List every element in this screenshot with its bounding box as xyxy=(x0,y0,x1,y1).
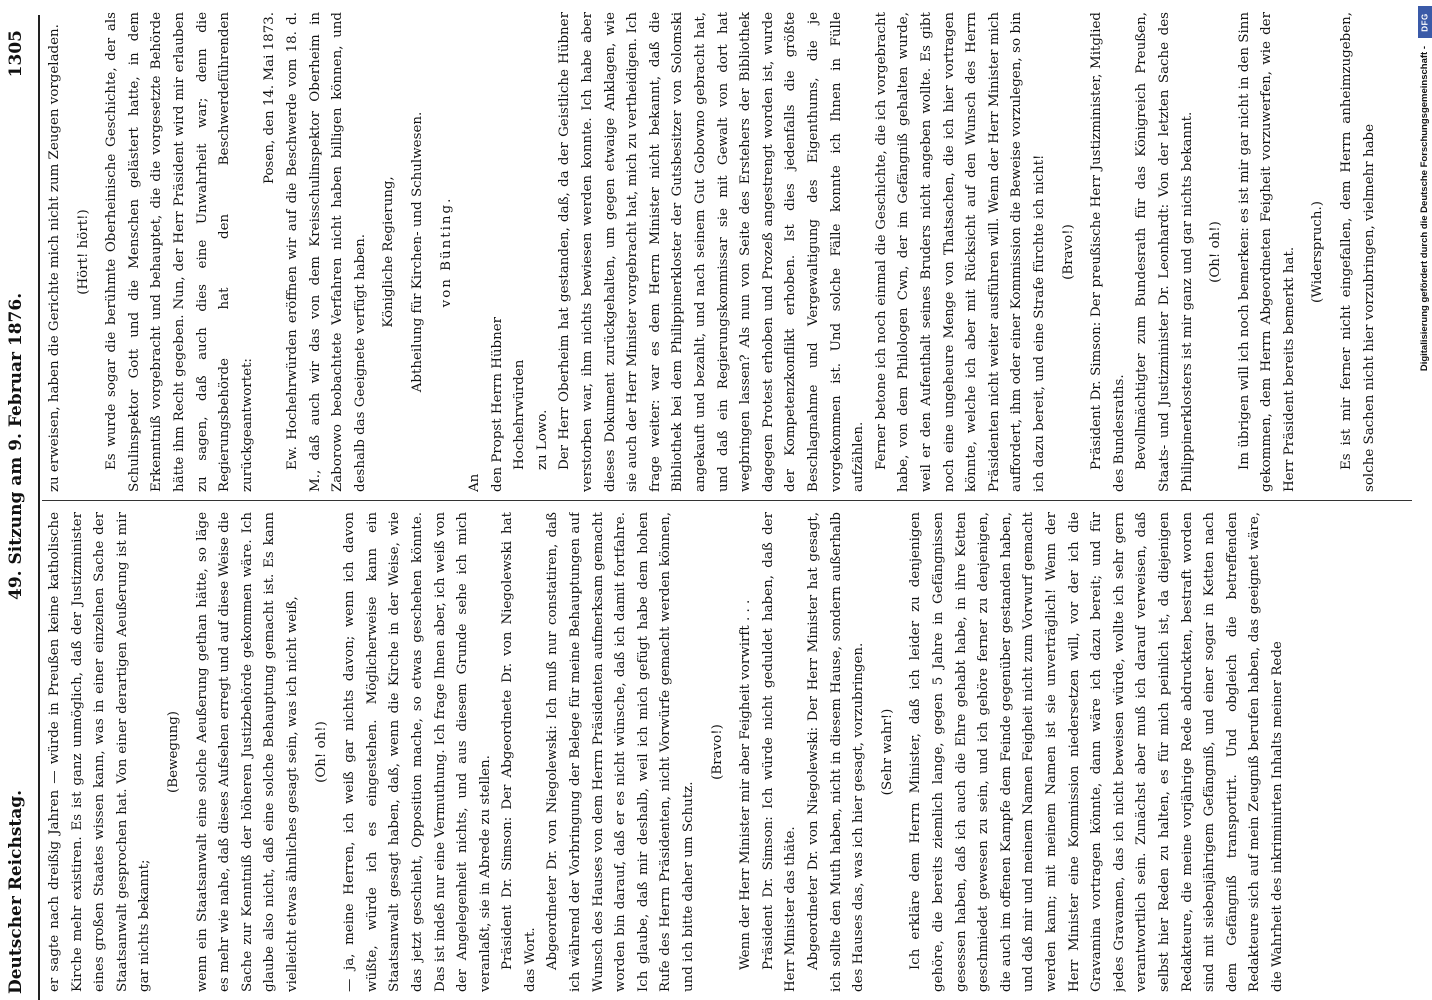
remark: (Bravo!) xyxy=(709,724,725,780)
dfg-logo xyxy=(1418,6,1432,38)
paragraph: er sagte nach dreißig Jahren — würde in Preußen keine katholische Kirche mehr existiren. Es ist ganz unmöglich, daß der Justizminister eines großen Staates wissen kann, was in einer einzelnen Sache der Staatsanwalt gesprochen hat. Von einer derartigen Aeußerung ist mir gar nichts bekannt; xyxy=(47,512,153,992)
paragraph: Es wurde sogar die berühmte Oberheinische Geschichte, der als Schulinspektor Gott und die Menschen gelästert hatte, in dem Erkenntniß vorgebracht und behauptet, die die vorgesetzte Behörde hätte ihm Recht gegeben. Nun, der Herr Präsident wird mir erlauben zu sagen, daß auch dies eine Unwahrheit war; denn die Regierungsbehörde hat den Beschwerdeführenden zurückgeantwortet: xyxy=(104,12,255,492)
letter-signature: Abtheilung für Kirchen- und Schulwesen. xyxy=(409,111,425,393)
letter-signature: von Bünting. xyxy=(438,196,454,308)
letter-address: zu Lowo. xyxy=(534,409,550,470)
session-title: 49. Sitzung am 9. Februar 1876. xyxy=(6,292,26,600)
paragraph: zu erweisen, haben die Gerichte mich nicht zum Zeugen vorgeladen. xyxy=(47,24,62,492)
remark: (Bravo!) xyxy=(1060,224,1076,280)
speaker-paragraph: Präsident Dr. Simson: Ich würde nicht geduldet haben, daß der Herr Minister das thäte. xyxy=(760,512,799,992)
speaker-paragraph: Präsident Dr. Simson: Der Abgeordnete Dr. von Niegolewski hat das Wort. xyxy=(500,512,538,992)
column-divider xyxy=(42,500,1412,501)
remark: (Hört! hört!) xyxy=(75,209,91,295)
digitization-note: Digitalisierung gefördert durch die Deutsche Forschungsgemeinschaft - xyxy=(1419,46,1430,372)
paragraph: Wenn der Herr Minister mir aber Feigheit vorwirft . . . xyxy=(738,599,754,970)
paragraph: Es ist mir ferner nicht eingefallen, dem Herrn anheimzugeben, solche Sachen nicht hier vorzubringen, vielmehr habe xyxy=(1339,12,1377,492)
speaker-paragraph: Abgeordneter Dr. von Niegolewski: Ich muß nur constatiren, daß ich während der Vorbringung der Belege für meine Behauptungen auf Wunsch des Hauses von dem Herrn Präsidenten aufmerksam gemacht worden bin darauf, daß er es nicht wünsche, daß ich damit fortfahre. Ich glaube, daß mir deshalb, weil ich mich gefügt habe dem hohen Rufe des Herrn Präsidenten, nicht Vorwürfe gemacht werden können, und ich bitte daher um Schutz. xyxy=(545,512,697,992)
letter-address: Hochehrwürden xyxy=(512,359,528,470)
header-title: Deutscher Reichstag. xyxy=(6,789,26,994)
remark: (Oh! oh!) xyxy=(313,721,329,783)
speaker-paragraph: Präsident Dr. Simson: Der preußische Herr Justizminister, Mitglied des Bundesraths. xyxy=(1089,12,1127,492)
speaker-paragraph: Bevollmächtigter zum Bundesrath für das Königreich Preußen, Staats- und Justizminister Dr. Leonhardt: Von der letzten Sache des Philippinerklosters ist mir ganz und gar nichts bekannt. xyxy=(1134,12,1195,492)
page-number: 1305 xyxy=(6,30,26,78)
paragraph: Ferner betone ich noch einmal die Geschichte, die ich vorgebracht habe, von dem Philologen Cwn, der im Gefängniß gehalten wurde, weil er den Aufenthalt seines Bruders nicht angeben wollte. Es gibt noch eine ungeheure Menge von Thatsachen, die ich hier vortragen könnte, welche ich aber mit Rücksicht auf den Wunsch des Herrn Präsidenten nicht weiter ausführen will. Wenn der Herr Minister mich auffordert, ihm oder einer Kommission die Beweise vorzulegen, so bin ich dazu bereit, und eine Strafe fürchte ich nicht! xyxy=(873,12,1047,492)
left-column xyxy=(44,512,1424,992)
remark: (Widerspruch.) xyxy=(1310,201,1326,304)
digitization-sidebar xyxy=(1418,0,1432,1000)
letter-address: An xyxy=(467,473,483,492)
dfg-logo-text: DFG xyxy=(1420,12,1430,32)
letter-place-date: Posen, den 14. Mai 1873. xyxy=(262,12,278,184)
letter-address: den Propst Herrn Hübner xyxy=(489,316,505,492)
paragraph: Ich erkläre dem Herrn Minister, daß ich leider zu denjenigen gehöre, die bereits ziemlich lange, gegen 5 Jahre in Gefängnissen gesessen haben, daß ich auch die Ehre gehabt habe, in ihre Ketten geschmiedet gewesen zu sein, und ich gehöre ferner zu denjenigen, die auch im offenen Kampfe dem Feinde gegenüber gestanden haben, und daß mir und meinem Namen Feigheit nicht zum Vorwurf gemacht werden kann; mit meinem Namen ist sie unverträglich! Wenn der Herr Minister eine Kommission niedersetzen will, vor der ich die Gravamina vortragen könnte, dann wäre ich dazu bereit; und für jedes Gravamen, das ich nicht beweisen würde, wollte ich sehr gern verantwortlich sein. Zunächst aber muß ich darauf verweisen, daß selbst hier Reden zu halten, es für mich peinlich ist, da diejenigen Redakteure, die meine vorjährige Rede abdruckten, bestraft worden sind mit siebenjährigem Gefängniß, und einer sogar in Ketten nach dem Gefängniß transportirt. Und obgleich die betreffenden Redakteure sich auf mein Zeugniß berufen haben, das geeignet wäre, die Wahrheit des inkriminirten Inhalts meiner Rede xyxy=(908,512,1285,992)
right-column xyxy=(44,12,1424,492)
paragraph: — ja, meine Herren, ich weiß gar nichts davon; wenn ich davon wüßte, würde ich es eingestehen. Möglicherweise kann ein Staatsanwalt gesagt haben, daß, wenn die Kirche in der Weise, wie das jetzt geschieht, Opposition mache, so etwas geschehen könnte. Das ist indeß nur eine Vermuthung. Ich frage Ihnen aber, ich weiß von der Angelegenheit nichts, und aus diesem Grunde sehe ich mich veranlaßt, sie in Abrede zu stellen. xyxy=(342,512,493,992)
remark: (Bewegung) xyxy=(165,711,181,793)
header-rule xyxy=(38,15,40,1000)
letter-body: Ew. Hochehrwürden eröffnen wir auf die Beschwerde vom 18. d. M., daß auch wir das von dem Kreisschulinspektor Oberheim in Zaborowo beobachtete Verfahren nicht haben billigen können, und deshalb das Geeignete verfügt haben. xyxy=(284,12,368,492)
page-header xyxy=(0,0,36,1000)
remark: (Sehr wahr!) xyxy=(879,708,895,796)
speaker-paragraph: Abgeordneter Dr. von Niegolewski: Der Herr Minister hat gesagt, ich sollte den Muth haben, nicht in diesem Hause, sondern außerhalb des Hauses das, was ich hier gesagt, vorzubringen. xyxy=(806,512,867,992)
letter-signature: Königliche Regierung, xyxy=(381,176,397,328)
paragraph: Im übrigen will ich noch bemerken: es ist mir gar nicht in den Sinn gekommen, dem Herrn Abgeordneten Feigheit vorzuwerfen, wie der Herr Präsident bereits bemerkt hat. xyxy=(1236,12,1297,492)
paragraph: wenn ein Staatsanwalt eine solche Aeußerung gethan hätte, so läge es mehr wie nahe, daß dieses Aufsehen erregt und auf diese Weise die Sache zur Kenntniß der höheren Justizbehörde gekommen wäre. Ich glaube also nicht, daß eine solche Behauptung gemacht ist. Es kann vielleicht etwas ähnliches gesagt sein, was ich nicht weiß, xyxy=(194,512,300,992)
paragraph: Der Herr Oberheim hat gestanden, daß, da der Geistliche Hübner verstorben war, ihm nichts bewiesen werden konnte. Ich habe aber dieses Dokument zurückgehalten, um gegen etwaige Anklagen, wie sie auch der Herr Minister vorgebracht hat, mich zu vertheidigen. Ich frage weiter: war es dem Herrn Minister nicht bekannt, daß die Bibliothek bei dem Philippinerkloster der Gutsbesitzer von Solomski angekauft und bezahlt, und nach seinem Gut Gobowno gebracht hat, und daß ein Regierungskommissar sie mit Gewalt von dort hat wegbringen lassen? Als nun von Seite des Erstehers der Bibliothek dagegen Protest erhoben und Prozeß angestrengt worden ist, wurde der Kompetenzkonflikt erhoben. Ist dies jedenfalls die größte Beschlagnahme und Vergewaltigung des Eigenthums, die je vorgekommen ist. Und solche Fälle konnte ich Ihnen in Fülle aufzählen. xyxy=(557,12,867,492)
remark: (Oh! oh!) xyxy=(1208,221,1224,283)
